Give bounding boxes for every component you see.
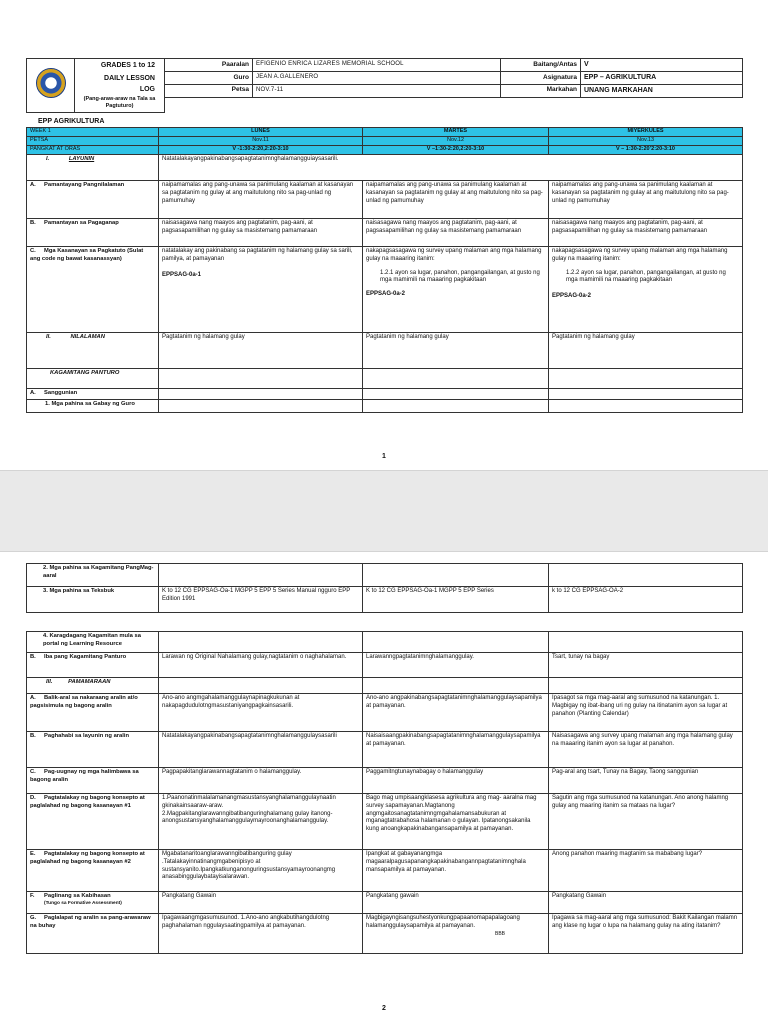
- kagamitang-pahina-row: [27, 564, 743, 587]
- kasanayan-col2-code: EPPSAG-0a-2: [366, 291, 406, 298]
- page-number-2: 2: [382, 1005, 386, 1012]
- baitang-label: Baitang/Antas: [501, 59, 581, 72]
- paglalapat-col2-mark: BBB: [494, 930, 505, 937]
- pagtatalakay2-row: [27, 850, 743, 892]
- kasanayan-col1-code: EPPSAG-0a-1: [162, 271, 202, 278]
- iba-pang-label: Iba pang Kagamitang Panturo: [44, 654, 127, 660]
- paglalapat-label-cell: [27, 914, 159, 954]
- pagaganap-col2: naisasagawa nang maayos ang pagtatanim, pag-aani, at pagsasapamilihan ng gulay sa masistemang pamamaraan: [363, 219, 549, 247]
- sanggunian-num: A.: [30, 390, 36, 396]
- guro-label: Guro: [165, 71, 253, 84]
- karagdagang-col1: [159, 632, 363, 653]
- paglalapat-col3: Ipagawa sa mag-aaral ang mga sumusunod: Bakit Kailangan malamn ang klase ng lugar o lupa na halamang gulay na ating itatanim?: [549, 914, 743, 954]
- day-martes: MARTES: [363, 128, 549, 137]
- paglinang-col2: Pangkatang gawain: [363, 892, 549, 914]
- sanggunian-row: [27, 389, 743, 400]
- paglalapat-row: [27, 914, 743, 954]
- petsa-row-label: PETSA: [27, 137, 159, 146]
- nilalaman-col3: Pagtatanim ng halamang gulay: [549, 333, 743, 369]
- kasanayan-col1: [159, 247, 363, 333]
- pag-uugnay-label: Pag-uugnay ng mga halimbawa sa bagong aralin: [30, 769, 139, 783]
- sanggunian-col1: [159, 389, 363, 400]
- pagtatalakay2-col1: Mgabatanaritoanglarawanngibatibanguring gulay .Tatalakayinnatinangmgabenipisyo at sustansyanito.Ipangkatkunganonguringsustansyamayroonangmg anasabinggulaybatayisalarawan.: [159, 850, 363, 892]
- balik-aral-row: [27, 694, 743, 732]
- teksbuk-col2: K to 12 CG EPPSAG-Oa-1 MGPP 5 EPP Series: [363, 587, 549, 613]
- pagtatalakay2-num: E.: [30, 851, 36, 857]
- petsa-col1: Nov.11: [159, 137, 363, 146]
- daily-lesson-title: DAILY LESSON: [104, 75, 155, 83]
- layunin-num: I.: [46, 156, 50, 162]
- gabay-label: 1. Mga pahina sa Gabay ng Guro: [27, 400, 159, 413]
- layunin-text: Natatalakayangpakinabangsapagtatanimnghalamangguiaysasarili.: [159, 155, 743, 181]
- pagaganap-col1: naisasagawa nang maayos ang pagtatanim, pag-aani, at pagsasapamilihan ng gulay sa masistemang pamamaraan: [159, 219, 363, 247]
- gabay-col2: [363, 400, 549, 413]
- pamamaraan-col2: [363, 678, 549, 694]
- balik-aral-col3: Ipasagot sa mga mag-aaral ang sumusunod na katanungan. 1. Magbigay ng ibat-ibang uri ng gulay na itinatanim ayon sa lugar at panahon (Planting Calendar): [549, 694, 743, 732]
- pamantayang-col3: naipamamalas ang pang-unawa sa panimulang kaalaman at kasanayan sa pagtatanim ng gulay at ang maitutulong nito sa pag-unlad ng pamumuhay: [549, 181, 743, 219]
- paglinang-row: [27, 892, 743, 914]
- pagaganap-row: [27, 219, 743, 247]
- kasanayan-col3: [549, 247, 743, 333]
- oras-row: [27, 146, 743, 155]
- kagamitang-pahina-label: 2. Mga pahina sa Kagamitang PangMag-aaral: [27, 564, 159, 587]
- iba-pang-row: [27, 653, 743, 678]
- baitang-value: V: [581, 59, 743, 72]
- kagamitang-col2: [363, 369, 549, 389]
- gabay-col1: [159, 400, 363, 413]
- paglalapat-label: Paglalapat ng aralin sa pang-arawaraw na buhay: [30, 915, 151, 929]
- pamantayang-label: Pamantayang Pangnilalaman: [44, 182, 125, 188]
- page-number-1: 1: [382, 453, 386, 460]
- asignatura-label: Asignatura: [501, 71, 581, 84]
- teksbuk-label: 3. Mga pahina sa Teksbuk: [27, 587, 159, 613]
- oras-col3: V – 1:30-2:20’2:20-3:10: [549, 146, 743, 155]
- page-separator: [0, 470, 768, 552]
- pamamaraan-col3: [549, 678, 743, 694]
- kagamitang-row: [27, 369, 743, 389]
- pamantayang-col1: naipamamalas ang pang-unawa sa panimulang kaalaman at kasanayan sa pagtatanim ng gulay at ang maitutulong nito sa pag-unlad ng pamumuhay: [159, 181, 363, 219]
- pagtatalakay1-col3: Sagutin ang mga sumusunod na katanungan. Ano anong halamng gulay ang maaring itanim sa mataas na lugar?: [549, 794, 743, 850]
- paglinang-label-cell: [27, 892, 159, 914]
- petsa-row: [27, 137, 743, 146]
- pag-uugnay-row: [27, 768, 743, 794]
- nilalaman-label-cell: [27, 333, 159, 369]
- lesson-table-page-1: [26, 127, 743, 413]
- logo-cell: [27, 59, 75, 113]
- kasanayan-label-cell: [27, 247, 159, 333]
- teksbuk-col3: k to 12 CG EPPSAG-OA-2: [549, 587, 743, 613]
- pagaganap-label: Pamantayan sa Pagaganap: [44, 220, 119, 226]
- iba-pang-col2: Larawanngpagtatanimnghalamanggulay.: [363, 653, 549, 678]
- day-miyerkules: MIYERKULES: [549, 128, 743, 137]
- petsa-value: NOV.7-11: [253, 84, 501, 97]
- balik-aral-col1: Ano-ano angmgahalamanggulaynapinagkukunan at nakapagdudulotngmasustaniyangpagkainsasarili.: [159, 694, 363, 732]
- pag-uugnay-label-cell: [27, 768, 159, 794]
- nilalaman-label: NILALAMAN: [70, 334, 105, 340]
- karagdagang-col3: [549, 632, 743, 653]
- sanggunian-label-cell: [27, 389, 159, 400]
- nilalaman-col1: Pagtatanim ng halamang gulay: [159, 333, 363, 369]
- kasanayan-col1-text: natatalakay ang pakinabang sa pagtatanim ng halamang gulay sa sarili, pamilya, at pamayanan: [162, 248, 353, 262]
- paglinang-num: F.: [30, 893, 35, 899]
- karagdagang-row: [27, 632, 743, 653]
- pamantayang-label-cell: [27, 181, 159, 219]
- week-row: [27, 128, 743, 137]
- pag-uugnay-col2: Paggamitngtunaynabagay o halamanggulay: [363, 768, 549, 794]
- gabay-row: [27, 400, 743, 413]
- paglinang-sub: (Tungo sa Formative Assessment): [44, 900, 122, 906]
- teksbuk-col1: K to 12 CG EPPSAG-Oa-1 MGPP 5 EPP 5 Series Manual ngguro EPP Edition 1991: [159, 587, 363, 613]
- section-title: EPP AGRIKULTURA: [38, 118, 105, 125]
- asignatura-value: EPP – AGRIKULTURA: [581, 71, 743, 84]
- kagamitang-col3: [549, 369, 743, 389]
- paghahabi-num: B.: [30, 733, 36, 739]
- lesson-table-page-2a: [26, 563, 743, 613]
- kagamitang-pahina-col3: [549, 564, 743, 587]
- deped-seal-icon: [36, 68, 66, 98]
- nilalaman-col2: Pagtatanim ng halamang gulay: [363, 333, 549, 369]
- oras-label: PANGKAT AT ORAS: [27, 146, 159, 155]
- karagdagang-col2: [363, 632, 549, 653]
- iba-pang-col3: Tsart, tunay na bagay: [549, 653, 743, 678]
- paglalapat-col1: Ipagawaangmgasumusunod. 1.Ano-ano angkabutihangdulotng paghahalaman nggulaysaatingpamilya at pamayanan.: [159, 914, 363, 954]
- pamamaraan-label-cell: [27, 678, 159, 694]
- paglalapat-col2: [363, 914, 549, 954]
- pagtatalakay2-label: Pagtatalakay ng bagong konsepto at paglalahad ng bagong kasanayan #2: [30, 851, 145, 865]
- paaralan-value: EFIGENIO ENRICA LIZARES MEMORIAL SCHOOL: [253, 59, 501, 72]
- sanggunian-col2: [363, 389, 549, 400]
- pagtatalakay1-col1: [159, 794, 363, 850]
- pamamaraan-label: PAMAMARAAN: [68, 679, 111, 685]
- paghahabi-col1: Natatalakayangpakinabangsapagtatanimnghalamanggulaysasarili: [159, 732, 363, 768]
- pamamaraan-row: [27, 678, 743, 694]
- layunin-row: [27, 155, 743, 181]
- pamantayang-col2: naipamamalas ang pang-unawa sa panimulang kaalaman at kasanayan sa pagtatanim ng gulay at ang maitutulong nito sa pag-unlad ng pamumuhay: [363, 181, 549, 219]
- pagtatalakay2-col3: Anong panahon maaring magtanim sa mababang lugar?: [549, 850, 743, 892]
- header-table: [26, 58, 743, 113]
- petsa-col2: Nov.12: [363, 137, 549, 146]
- pagtatalakay1-row: [27, 794, 743, 850]
- paghahabi-row: [27, 732, 743, 768]
- petsa-label: Petsa: [165, 84, 253, 97]
- pagtatalakay1-col1-a: 1.Paanonatinmalalamanangmasustansyanghalamanggulaynaatin gkinakainsaaraw-araw.: [162, 795, 336, 809]
- nilalaman-num: II.: [46, 334, 51, 340]
- balik-aral-label: Balik-aral sa nakaraang aralin at/o pagsisimula ng bagong aralin: [30, 695, 138, 709]
- markahan-value: UNANG MARKAHAN: [581, 84, 743, 97]
- pamamaraan-num: III.: [46, 679, 53, 685]
- sanggunian-col3: [549, 389, 743, 400]
- pamantayang-row: [27, 181, 743, 219]
- guro-value: JEAN A.GALLENERO: [253, 71, 501, 84]
- kasanayan-col2: [363, 247, 549, 333]
- paglinang-col1: Pangkatang Gawain: [159, 892, 363, 914]
- pag-uugnay-col1: Pagpapakitanglarawannagtatanim o halamanggulay.: [159, 768, 363, 794]
- pagtatalakay1-label: Pagtatalakay ng bagong konsepto at paglalahad ng bagong kasanayan #1: [30, 795, 145, 809]
- kagamitang-col1: [159, 369, 363, 389]
- petsa-col3: Nov.13: [549, 137, 743, 146]
- gabay-col3: [549, 400, 743, 413]
- header-spacer: [165, 97, 743, 112]
- sanggunian-label: Sanggunian: [44, 390, 78, 396]
- karagdagang-label: 4. Karagdagang Kagamitan mula sa portal ng Learning Resource: [27, 632, 159, 653]
- kagamitang-pahina-col2: [363, 564, 549, 587]
- iba-pang-col1: Larawan ng Original Nahalamang gulay,nagtatanim o naghahalaman.: [159, 653, 363, 678]
- pagaganap-label-cell: [27, 219, 159, 247]
- teksbuk-row: [27, 587, 743, 613]
- paglalapat-num: G.: [30, 915, 37, 921]
- balik-aral-col2: Ano-ano angpakinabangsapagtatanimnghalamanggulaysapamilya at pamayanan.: [363, 694, 549, 732]
- paghahabi-label: Paghahabi sa layunin ng aralin: [44, 733, 130, 739]
- pag-uugnay-col3: Pag-aral ang tsart, Tunay na Bagay, Taong sanggunian: [549, 768, 743, 794]
- log-title: LOG: [139, 86, 155, 94]
- paglinang-label: Paglinang sa Kabihasan: [44, 893, 111, 899]
- kasanayan-label: Mga Kasanayan sa Pagkatuto (Sulat ang code ng bawat kasanassyan): [30, 248, 144, 262]
- pagtatalakay1-col2: Bago mag umpisaangklasesa agrikultura ang mag- aaralna mag survey sapamayanan.Magtanong angmgaitosanagtatanimngmgahalamansabukuran at mganagtatrabahosa halamanan o gulayan. Ipatanongsakanila kung anoangkapakinabangansapamilya at pamayanan.: [363, 794, 549, 850]
- pagtatalakay1-label-cell: [27, 794, 159, 850]
- kagamitang-pahina-col1: [159, 564, 363, 587]
- balik-aral-num: A.: [30, 695, 36, 701]
- oras-col1: V -1:30-2:20,2:20-3:10: [159, 146, 363, 155]
- kasanayan-col3-code: EPPSAG-0a-2: [552, 293, 592, 300]
- balik-aral-label-cell: [27, 694, 159, 732]
- paghahabi-col3: Naisasagawa ang survey upang malaman ang mga halamang gulay na maaaring itanim ayon sa lugar at panahon.: [549, 732, 743, 768]
- day-lunes: LUNES: [159, 128, 363, 137]
- pagtatalakay2-label-cell: [27, 850, 159, 892]
- kagamitang-label-cell: [27, 369, 159, 389]
- kasanayan-col3-sub: 1.2.2 ayon sa lugar, panahon, pangangailangan, at gusto ng mga mamimili na maaaring pagkakitaan: [566, 269, 726, 284]
- paghahabi-col2: Naisaisaangpakinabangsapagtatanimnghalamanggulaysapamilya at pamayanan.: [363, 732, 549, 768]
- pagaganap-num: B.: [30, 220, 36, 226]
- lesson-table-page-2b: [26, 631, 743, 954]
- subtitle: (Pang-araw-araw na Tala sa Pagtuturo): [83, 96, 156, 110]
- kagamitang-label: KAGAMITANG PANTURO: [50, 370, 120, 376]
- pagtatalakay1-col1-b: 2.Magpakitanglarawanngibatibanguringhalamang gulay itanong-anongsustansyanghalamanggulaymayroonanghalamanggulay.: [162, 810, 333, 825]
- layunin-label-cell: [27, 155, 159, 181]
- pagtatalakay1-num: D.: [30, 795, 36, 801]
- oras-col2: V –1:30-2:20,2:20-3:10: [363, 146, 549, 155]
- layunin-label: LAYUNIN: [68, 156, 95, 162]
- pamamaraan-col1: [159, 678, 363, 694]
- kasanayan-col2-text: nakapagsasagawa ng survey upang malaman ang mga halamang gulay na maaaring itanim:: [366, 248, 542, 262]
- kasanayan-num: C.: [30, 248, 36, 254]
- paglinang-col3: Pangkatang Gawain: [549, 892, 743, 914]
- pamantayang-num: A.: [30, 182, 36, 188]
- kasanayan-row: [27, 247, 743, 333]
- pagtatalakay2-col2: Ipangkat at gabayanangmga magaaralpagusapanangkapakinabangannpagtatanimnghala mansapamilya at pamayanan.: [363, 850, 549, 892]
- grades-title: GRADES 1 to 12: [100, 62, 155, 69]
- markahan-label: Markahan: [501, 84, 581, 97]
- pagaganap-col3: naisasagawa nang maayos ang pagtatanim, pag-aani, at pagsasapamilihan ng gulay sa masistemang pamamaraan: [549, 219, 743, 247]
- nilalaman-row: [27, 333, 743, 369]
- pag-uugnay-num: C.: [30, 769, 36, 775]
- iba-pang-label-cell: [27, 653, 159, 678]
- kasanayan-col2-sub: 1.2.1 ayon sa lugar, panahon, pangangailangan, at gusto ng mga mamimili na maaaring pagkakitaan: [380, 269, 540, 284]
- paaralan-label: Paaralan: [165, 59, 253, 72]
- paghahabi-label-cell: [27, 732, 159, 768]
- kasanayan-col3-text: nakapagsasagawa ng survey upang malaman ang mga halamang gulay na maaaring itanim:: [552, 248, 728, 262]
- document-page-1: [0, 0, 768, 470]
- iba-pang-num: B.: [30, 654, 36, 660]
- title-cell: [75, 59, 165, 113]
- week-label: WEEK 1: [27, 128, 159, 137]
- paglalapat-col2-text: Magbigayngisangsuhestyonkungpapaanomapapalagoang halamanggulaysapamilya at pamayanan.: [366, 915, 520, 929]
